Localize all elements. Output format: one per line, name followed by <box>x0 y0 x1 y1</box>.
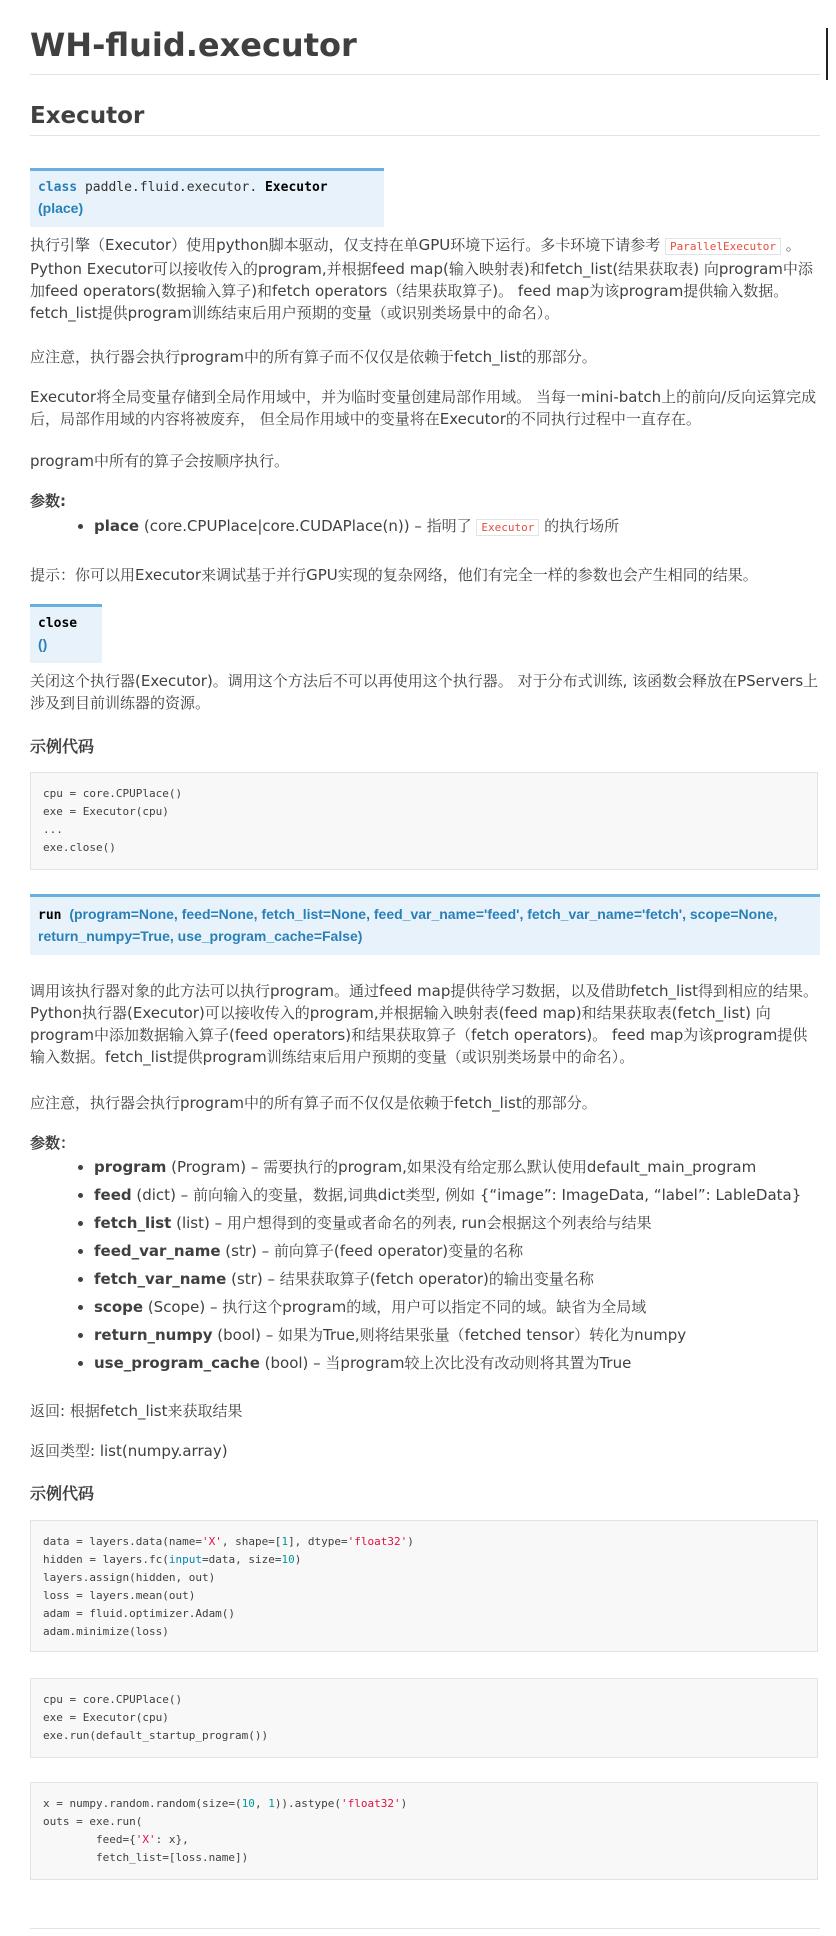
param-name: feed_var_name <box>94 1242 221 1260</box>
param-name: program <box>94 1158 167 1176</box>
class-params: (place) <box>38 200 84 216</box>
method-name-close: close <box>38 616 78 631</box>
param-name: fetch_list <box>94 1214 172 1232</box>
bottom-divider <box>30 1928 820 1929</box>
class-signature <box>30 168 384 227</box>
param-desc-b: 的执行场所 <box>539 517 620 535</box>
run-params-label: 参数： <box>30 1134 76 1152</box>
intro-text-a: 执行引擎（Executor）使用python脚本驱动，仅支持在单GPU环境下运行。多卡环境下请参考 <box>30 236 661 254</box>
class-params-list <box>30 512 820 542</box>
params-label: 参数: <box>30 492 66 510</box>
param-desc: (bool) – 当program较上次比没有改动则将其置为True <box>259 1354 632 1372</box>
returns-text: 返回: 根据fetch_list来获取结果 <box>30 1402 243 1420</box>
return-type-text: 返回类型: list(numpy.array) <box>30 1442 228 1460</box>
param-name: place <box>94 517 140 535</box>
code-block-run-3: x = numpy.random.random(size=(10, 1)).astype('float32') outs = exe.run( feed={'X': x}, fetch_list=[loss.name]) <box>30 1782 818 1880</box>
param-place <box>94 512 820 542</box>
param-desc: (Scope) – 执行这个program的域，用户可以指定不同的域。缺省为全局域 <box>143 1298 647 1316</box>
close-signature <box>30 604 102 663</box>
class-name: Executor <box>264 180 328 195</box>
run-param-program <box>94 1153 820 1181</box>
param-name: use_program_cache <box>94 1354 260 1372</box>
class-keyword: class <box>38 180 78 195</box>
scrollbar-thumb[interactable] <box>826 28 828 80</box>
intro-text-b: 。 Python Executor可以接收传入的program,并根据feed map(输入映射表)和fetch_list(结果获取表) 向program中添加feed operators(数据输入算子)和fetch operators（结果获取算子)。 feed map为该program提供输入数据。fetch_list提供program训练结束后用户预期的变量（或识别类场景中的命名）。 <box>30 236 813 322</box>
executor-link[interactable]: Executor <box>476 519 539 536</box>
intro-note: 应注意，执行器会执行program中的所有算子而不仅仅是依赖于fetch_list的那部分。 <box>30 348 597 366</box>
hint-paragraph: 提示：你可以用Executor来调试基于并行GPU实现的复杂网络，他们有完全一样的参数也会产生相同的结果。 <box>30 566 758 584</box>
run-param-feed-var-name <box>94 1237 820 1265</box>
method-name-run: run <box>38 908 62 923</box>
run-params-list <box>30 1153 820 1377</box>
param-desc: (list) – 用户想得到的变量或者命名的列表, run会根据这个列表给与结果 <box>171 1214 652 1232</box>
param-desc: (dict) – 前向输入的变量，数据,词典dict类型, 例如 {“image”: ImageData, “label”: LableData} <box>131 1186 802 1204</box>
param-name: fetch_var_name <box>94 1270 227 1288</box>
page-title: WH-fluid.executor <box>30 26 820 75</box>
section-title: Executor <box>30 103 820 136</box>
param-name: return_numpy <box>94 1326 213 1344</box>
class-prefix: paddle.fluid.executor. <box>84 180 258 195</box>
param-desc-a: (core.CPUPlace|core.CUDAPlace(n)) – 指明了 <box>139 517 477 535</box>
intro-paragraph <box>30 234 820 324</box>
param-desc: (Program) – 需要执行的program,如果没有给定那么默认使用default_main_program <box>166 1158 757 1176</box>
run-param-scope <box>94 1293 820 1321</box>
code-block-run-1: data = layers.data(name='X', shape=[1], dtype='float32') hidden = layers.fc(input=data, size=10) layers.assign(hidden, out) loss = layers.mean(out) adam = fluid.optimizer.Adam() adam.minimize(loss) <box>30 1520 818 1652</box>
parallel-executor-link[interactable]: ParallelExecutor <box>665 238 781 255</box>
example-label-close: 示例代码 <box>30 737 95 756</box>
scope-paragraph: Executor将全局变量存储到全局作用域中，并为临时变量创建局部作用域。 当每一mini-batch上的前向/反向运算完成后，局部作用域的内容将被废弃， 但全局作用域中的变量将在Executor的不同执行过程中一直存在。 <box>30 388 817 428</box>
param-name: scope <box>94 1298 144 1316</box>
method-params-run: (program=None, feed=None, fetch_list=None, feed_var_name='feed', fetch_var_name='fetch', scope=None, return_numpy=True, use_program_cache=False) <box>38 906 778 944</box>
run-param-fetch-var-name <box>94 1265 820 1293</box>
order-paragraph: program中所有的算子会按顺序执行。 <box>30 452 290 470</box>
param-desc: (str) – 结果获取算子(fetch operator)的输出变量名称 <box>226 1270 594 1288</box>
param-name: feed <box>94 1186 132 1204</box>
close-description: 关闭这个执行器(Executor)。调用这个方法后不可以再使用这个执行器。 对于分布式训练, 该函数会释放在PServers上涉及到目前训练器的资源。 <box>30 672 819 712</box>
run-param-fetch-list <box>94 1209 820 1237</box>
method-params-close: () <box>38 636 48 652</box>
run-param-use-program-cache <box>94 1349 820 1377</box>
example-label-run: 示例代码 <box>30 1484 95 1503</box>
code-block-run-2: cpu = core.CPUPlace() exe = Executor(cpu) exe.run(default_startup_program()) <box>30 1678 818 1758</box>
run-note: 应注意，执行器会执行program中的所有算子而不仅仅是依赖于fetch_list的那部分。 <box>30 1094 597 1112</box>
param-desc: (str) – 前向算子(feed operator)变量的名称 <box>220 1242 524 1260</box>
param-desc: (bool) – 如果为True,则将结果张量（fetched tensor）转化为numpy <box>212 1326 687 1344</box>
run-description: 调用该执行器对象的此方法可以执行program。通过feed map提供待学习数据，以及借助fetch_list得到相应的结果。 Python执行器(Executor)可以接收传入的program,并根据输入映射表(feed map)和结果获取表(fetch_list) 向program中添加数据输入算子(feed operators)和结果获取算子（fetch operators)。 feed map为该program提供输入数据。fetch_list提供program训练结束后用户预期的变量（或识别类场景中的命名）。 <box>30 982 819 1066</box>
run-param-feed <box>94 1181 820 1209</box>
code-block-close: cpu = core.CPUPlace() exe = Executor(cpu) ... exe.close() <box>30 772 818 870</box>
run-param-return-numpy <box>94 1321 820 1349</box>
run-signature <box>30 894 820 955</box>
